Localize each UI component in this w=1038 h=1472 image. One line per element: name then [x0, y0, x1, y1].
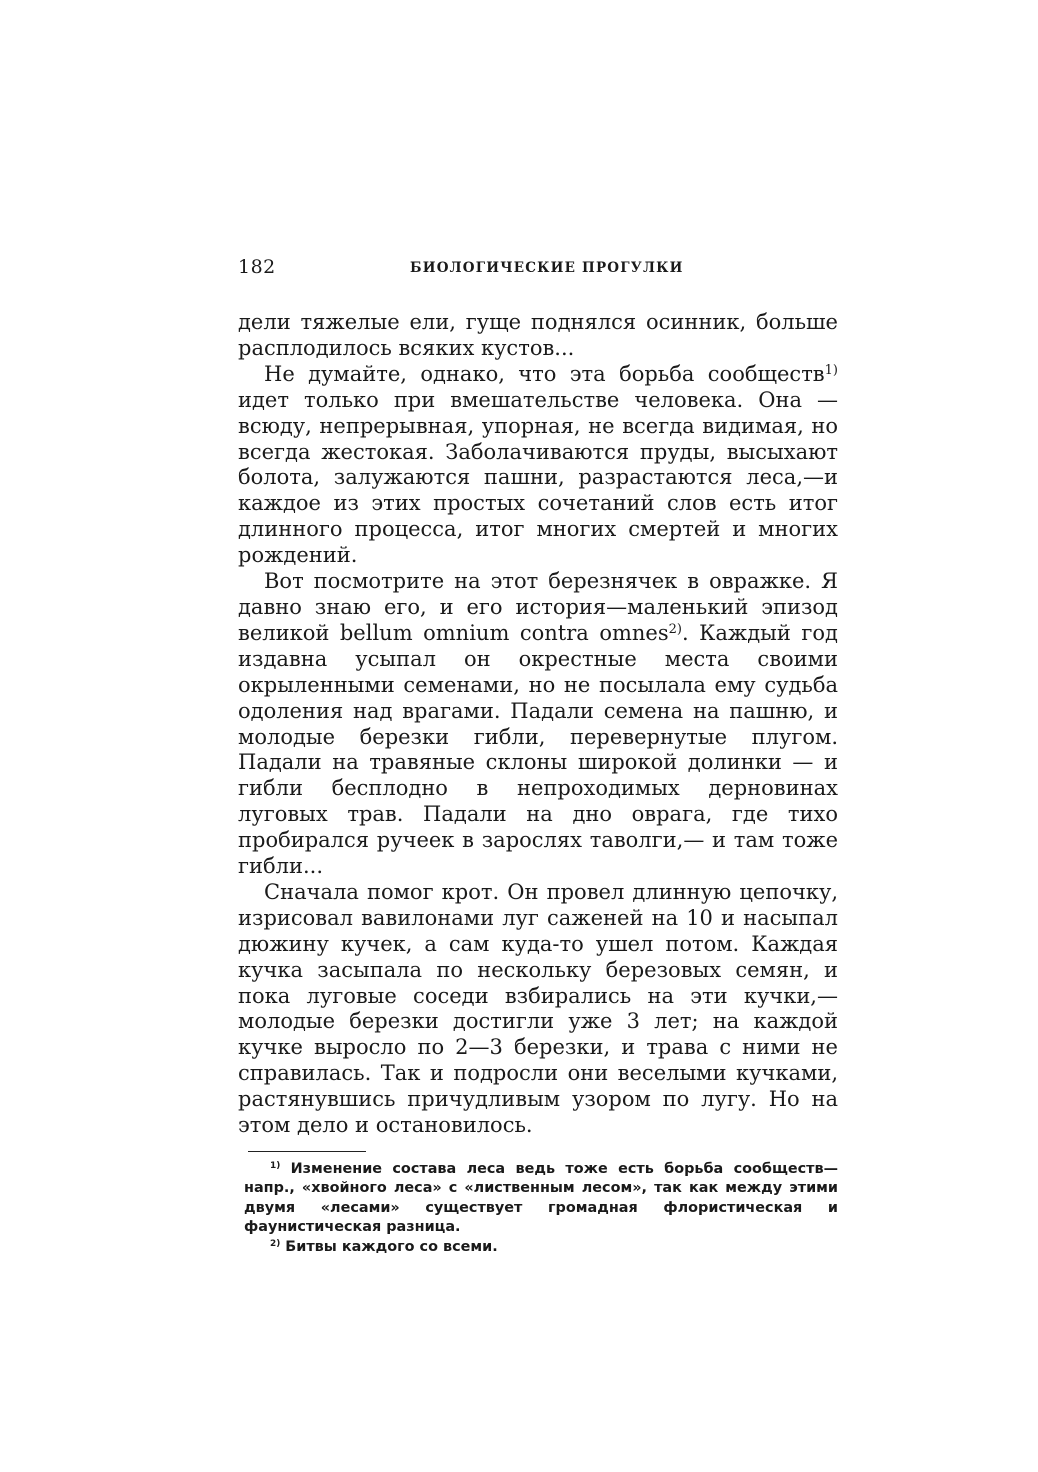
- footnote-mark: 2): [270, 1238, 281, 1249]
- paragraph-text: идет только при вмешательстве человека. Она — всюду, непрерывная, упорная, не всегда видимая, но всегда жестокая. Заболачиваются пруды, высыхают болота, залужаются пашни, разрастаются леса,—и каждое из этих простых сочетаний слов есть итог длинного процесса, итог многих смертей и многих рождений.: [238, 387, 838, 568]
- paragraph-text: Сначала помог крот. Он провел длинную цепочку, изрисовал вавилонами луг саженей на 10 и насыпал дюжину кучек, а сам куда-то ушел потом. Каждая кучка засыпала по нескольку березовых семян, и пока луговые соседи взбирались на эти кучки,—молодые березки достигли уже 3 лет; на каждой кучке выросло по 2—3 березки, и трава с ними не справилась. Так и подросли они веселыми кучками, растянувшись причудливым узором по лугу. Но на этом дело и остановилось.: [238, 879, 838, 1138]
- paragraph: [238, 362, 838, 569]
- footnote-reference: 1): [824, 362, 838, 378]
- footnote-text: Изменение состава леса ведь тоже есть борьба сообществ—напр., «хвойного леса» с «лиственным лесом», так как между этими двумя «лесами» существует громадная флористическая и фаунистическая разница.: [244, 1161, 838, 1236]
- footnote-text: Битвы каждого со всеми.: [280, 1238, 498, 1255]
- footnotes: [238, 1160, 838, 1257]
- running-title: БИОЛОГИЧЕСКИЕ ПРОГУЛКИ: [410, 260, 684, 276]
- paragraph-text: Не думайте, однако, что эта борьба сообществ: [264, 361, 825, 386]
- paragraph-text: . Каждый год издавна усыпал он окрестные места своими окрыленными семенами, но не посылала ему судьба одоления над врагами. Падали семена на пашню, и молодые березки гибли, перевернутые плугом. Падали на травяные склоны широкой долинки — и гибли бесплодно в непроходимых дерновинах луговых трав. Падали на дно оврага, где тихо пробирался ручеек в зарослях таволги,— и там тоже гибли...: [238, 620, 838, 879]
- body-text: [238, 310, 838, 1139]
- footnote: [244, 1160, 838, 1238]
- paragraph-text: дели тяжелые ели, гуще поднялся осинник, больше расплодилось всяких кустов...: [238, 310, 838, 360]
- footnote-reference: 2): [668, 621, 682, 637]
- footnote: [244, 1238, 838, 1257]
- page-number: 182: [238, 256, 276, 278]
- book-page: [238, 256, 838, 1256]
- footnote-mark: 1): [270, 1161, 281, 1172]
- footnote-divider: [248, 1151, 366, 1152]
- paragraph-text: Вот посмотрите на этот березнячек в овражке. Я давно знаю его, и его история—маленький эпизод великой bellum omnium contra omnes: [238, 569, 838, 645]
- paragraph: [238, 880, 838, 1139]
- paragraph: [238, 569, 838, 880]
- running-head: [238, 256, 838, 284]
- paragraph-continued: [238, 310, 838, 362]
